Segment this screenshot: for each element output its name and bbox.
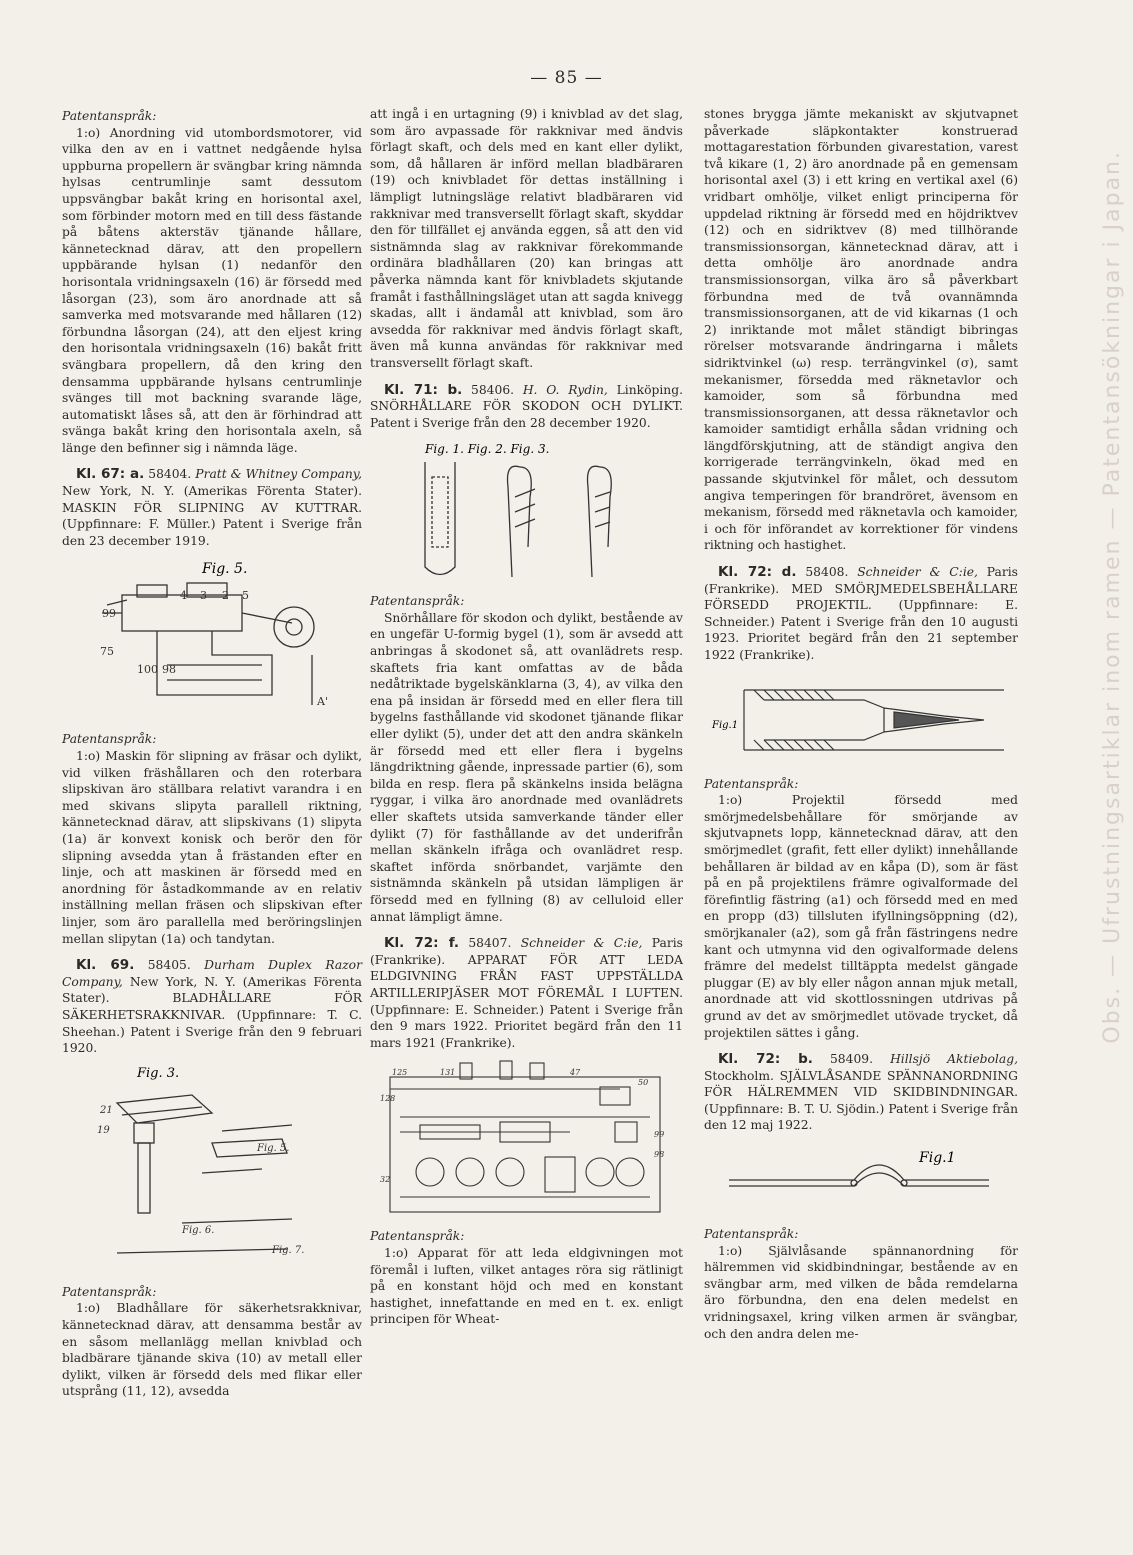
patent-entry-heading (62, 466, 362, 549)
figure-razor-blade-holder (62, 1063, 362, 1278)
patent-class: Kl. 72: d. (718, 564, 797, 581)
patent-entry-heading (370, 935, 683, 1051)
svg-text:98: 98 (162, 663, 176, 677)
claim-text: 1:o) Apparat för att leda eldgivningen mot föremål i luften, vilket antages röra sig rätlinigt på en konstant höjd och med en konstant hastighet, innefattande en med en t. ex. enligt principen för Wheat- (370, 1245, 683, 1327)
patent-applicant: Pratt & Whitney Company, (195, 467, 363, 482)
claim-text: att ingå i en urtagning (9) i knivblad av det slag, som äro avpassade för rakknivar med ändvis förlagt skaft, och dels med en kant eller dylikt, som, då hållaren är införd mellan bladbäraren (19) och knivbladet för dettas inställning i lämpligt lutningsläge relativt bladbäraren vid rakknivar med transversellt förlagt skaft, skyddar den för tillfället ej använda eggen, så att den vid sistnämnda slag av rakknivar förekommande ordinära bladhållaren (20) kan bringas att påverka nämnda kant för knivbladets skjutande framåt i fasthållningsläget utan att sagda knivegg skadas, allt i ändamål att knivblad, som äro avsedda för rakknivar med ändvis förlagt skaft, även må kunna användas för rakknivar med transversellt förlagt skaft. (370, 107, 683, 370)
claim-text: 1:o) Projektil försedd med smörjmedelsbehållare för smörjande av skjutvapnets lopp, kännetecknad därav, att den smörjmedlet (grafit, fett eller dylikt) innehållande behållaren är bildad av en kåpa (D), som är fäst på en på projektilens främre ogivalformade del förefintlig fästring (a1) och försedd med en med en propp (d3) tillsluten ifyllningsöppning (d2), smörjkanaler (a2), som gå från fästringens nedre kant och utmynna vid den ogivalformade delens främre del medelst tilltäppta medelst gängade pluggar (E) av bly eller någon annan mjuk metall, anordnade att vid skottlossningen utdrivas på grund av det av smörjmedlet utövade trycket, då projektilen sättes i gång. (704, 793, 1018, 1040)
column-3 (704, 106, 1018, 1342)
patent-number: 58405. (147, 958, 191, 973)
svg-text:50: 50 (638, 1078, 649, 1088)
claim-text: 1:o) Maskin för slipning av fräsar och dylikt, vid vilken fräshållaren och den roterbara slipskivan äro ställbara relativt varandra i en med skivans slipyta parallell riktning, kännetecknad därav, att slipskivans (1) slipyta (1a) är konvext konisk och berör den för slipning avsedda ytan å frästanden efter en linje, och att maskinen är försedd med en anordning för åstadkommande av en relativ inställning mellan fräsen och slipskivan efter linjer, som äro parallella med beröringslinjen mellan slipytan (1a) och tandytan. (62, 749, 362, 946)
svg-text:A': A' (317, 695, 328, 709)
patent-applicant: Schneider & C:ie, (857, 565, 978, 580)
svg-text:75: 75 (100, 645, 114, 659)
patent-entry-heading (62, 957, 362, 1057)
patent-class: Kl. 72: f. (384, 935, 459, 952)
figure-caption: Fig.1 (712, 719, 739, 731)
patent-class: Kl. 67: a. (76, 466, 145, 483)
patent-class: Kl. 72: b. (718, 1051, 813, 1068)
svg-text:131: 131 (440, 1068, 456, 1078)
claim-text: stones brygga jämte mekaniskt av skjutvapnet påverkade släpkontakter konstruerad mottagarestation förbunden givarestation, varest två kikare (1, 2) äro anordnade på en gemensam horisontal axel (3) i ett kring en vertikal axel (6) vridbart omhölje, vilket enligt principerna för uppdelad riktning är försedd med en höjdriktvev (12) och en sidriktvev (8) med tillhörande transmissionsorgan, kännetecknad därav, att i detta omhölje äro anordnade andra transmissionsorgan, vilka äro så påverkbart förbundna med de två ovannämnda transmissionsorganen, att de vid kikarnas (1 och 2) inriktande mot målet ständigt bibringas rörelser motsvarande ändringarna i målets sidriktvinkel (ω) resp. terrängvinkel (σ), samt mekanismer, försedda med räknetavlor och kamoider, som så förbundna med transmissionsorganen, att dessa räknetavlor och kamoider samtidigt erhålla sådan vridning och längdförskjutning, att de ständigt angiva den korrigerade terrängvinkeln, ökad med en passande skjutvinkel för målet, och dessutom angiva temperingen för brandröret, ävensom en mekanism, försedd med räknetavla och kamoider, i och för införandet av korrektioner för vindens riktning och hastighet. (704, 107, 1018, 553)
figure-caption: Fig.1 (919, 1150, 956, 1167)
column-2 (370, 106, 683, 1328)
side-bleed-through-text: Obs. — Ufrustningsartiklar inom ramen — Patentansökningar i Japan. (1100, 150, 1125, 1044)
figure-shoelace-holder (370, 437, 683, 587)
patent-applicant: Hillsjö Aktiebolag, (890, 1052, 1018, 1067)
claim-text: 1:o) Bladhållare för säkerhetsrakknivar, kännetecknad därav, att densamma består av en såsom mellanlägg mellan knivblad och bladbärare tjänande skiva (10) av metall eller dylikt, vilken är försedd dels med flikar eller utsprång (11, 12), avsedda (62, 1301, 362, 1399)
svg-text:Fig. 7.: Fig. 7. (272, 1244, 305, 1256)
claim-label: Patentanspråk: (62, 109, 157, 123)
column-1 (62, 108, 362, 1400)
patent-details: Paris (Frankrike). APPARAT FÖR ATT LEDA ELDGIVNING FRÅN FAST UPPSTÄLLDA ARTILLERIPJÄSER MOT FÖREMÅL I LUFTEN. (Uppfinnare: E. Schneider.) Patent i Sverige från den 9 mars 1922. Prioritet begärd från den 11 mars 1921 (Frankrike). (370, 936, 683, 1050)
figure-caption: Fig. 5. (202, 561, 248, 578)
claim-label: Patentanspråk: (370, 1229, 465, 1244)
patent-class: Kl. 69. (76, 957, 135, 974)
patent-class: Kl. 71: b. (384, 381, 463, 398)
patent-details: Linköping. SNÖRHÅLLARE FÖR SKODON OCH DYLIKT. Patent i Sverige från den 28 december 1920. (370, 382, 683, 430)
svg-text:Fig. 5.: Fig. 5. (257, 1142, 290, 1154)
patent-details: Stockholm. SJÄLVLÅSANDE SPÄNNANORDNING FÖR HÄLREMMEN VID SKIDBINDNINGAR. (Uppfinnare: B. T. U. Sjödin.) Patent i Sverige från den 12 maj 1922. (704, 1068, 1018, 1133)
figure-projectile (704, 670, 1018, 770)
svg-text:21: 21 (100, 1104, 113, 1116)
patent-details: New York, N. Y. (Amerikas Förenta Stater). MASKIN FÖR SLIPNING AV KUTTRAR. (Uppfinnare: F. Müller.) Patent i Sverige från den 23 december 1919. (62, 484, 362, 548)
svg-text:2: 2 (222, 589, 229, 603)
figure-ski-binding-strap (704, 1140, 1018, 1220)
claim-label: Patentanspråk: (704, 1227, 799, 1242)
figure-artillery-circuit-diagram (370, 1057, 683, 1222)
patent-details: New York, N. Y. (Amerikas Förenta Stater). BLADHÅLLARE FÖR SÄKERHETSRAKKNIVAR. (Uppfinnare: T. C. Sheehan.) Patent i Sverige från den 9 februari 1920. (62, 974, 362, 1056)
claim-label: Patentanspråk: (370, 594, 465, 609)
claim-text: Snörhållare för skodon och dylikt, bestående av en ungefär U-formig bygel (1), som är avsedd att anbringas å skodonet så, att ovanlädrets resp. skaftets fria kant omfattas av de båda nedåtriktade bygelskänklarna (3, 4), av vilka den ena på insidan är försedd med en eller flera till bygelns fasthållande vid skodonet tjänande flikar eller dylikt (5), under det att den andra skänkeln är försedd med ett eller flera i bygelns längdriktning gående, inpressade partier (6), som bilda en resp. flera på skänkelns insida belägna ryggar, i vilka äro anordnade med ovanlädrets eller skaftets utsida samverkande tänder eller dylikt (7) för fasthållande av det underifrån mellan skänkeln ifråga och ovanlädret resp. skaftet införda snörbandet, varjämte den sistnämnda skänkeln på utsidan lämpligen är försedd med en fyllning (8) av celluloid eller annat lämpligt ämne. (370, 610, 683, 924)
patent-applicant: H. O. Rydin, (522, 382, 608, 397)
svg-text:Fig. 6.: Fig. 6. (182, 1224, 215, 1236)
patent-applicant: Schneider & C:ie, (520, 936, 643, 951)
svg-text:128: 128 (380, 1094, 396, 1104)
figure-grinding-machine (62, 555, 362, 725)
svg-text:47: 47 (570, 1068, 581, 1078)
claim-label: Patentanspråk: (62, 1284, 157, 1299)
figure-caption: Fig. 3. (137, 1065, 180, 1081)
svg-text:3: 3 (200, 589, 207, 603)
patent-number: 58409. (829, 1052, 873, 1067)
svg-text:100: 100 (137, 663, 158, 677)
svg-text:99: 99 (654, 1130, 665, 1140)
patent-entry-heading (370, 382, 683, 432)
claim-text: 1:o) Självlåsande spännanordning för hälremmen vid skidbindningar, bestående av en svängbar arm, med vilken de båda remdelarna äro förbundna, den ena delen medelst en vridningsaxel, kring vilken armen är svängbar, och den andra delen me- (704, 1243, 1018, 1341)
svg-text:32: 32 (380, 1175, 391, 1185)
patent-entry-heading (704, 564, 1018, 664)
svg-text:4: 4 (180, 589, 187, 603)
figure-caption: Fig. 1. Fig. 2. Fig. 3. (425, 442, 550, 457)
svg-text:19: 19 (97, 1124, 110, 1136)
patent-number: 58406. (471, 382, 515, 397)
patent-details: Paris (Frankrike). MED SMÖRJMEDELSBEHÅLLARE FÖRSEDD PROJEKTIL. (Uppfinnare: E. Schneider.) Patent i Sverige från den 10 augusti 1923. Prioritet begärd från den 21 september 1922 (Frankrike). (704, 565, 1018, 662)
page-number: — 85 — (530, 68, 603, 88)
patent-applicant: Durham Duplex Razor Company, (62, 958, 362, 989)
svg-text:5: 5 (242, 589, 249, 603)
patent-number: 58408. (805, 565, 849, 580)
claim-label: Patentanspråk: (62, 732, 157, 747)
svg-text:98: 98 (654, 1150, 665, 1160)
claim-label: Patentanspråk: (704, 776, 799, 791)
patent-number: 58404. (148, 467, 192, 482)
patent-number: 58407. (468, 936, 512, 951)
claim-text: 1:o) Anordning vid utombordsmotorer, vid vilka den av en i vattnet nedgående hylsa uppburna propellern är svängbar kring nämnda hylsas centrumlinje samt dessutom uppsvängbar bakåt kring en horisontal axel, som förbinder motorn med en till dess fästande på båtens akterstäv tjänande hållare, kännetecknad därav, att den propellern uppbärande hylsan (1) nedanför den horisontala vridningsaxeln (16) är försedd med låsorgan (23), som äro anordnade att så samverka med motsvarande med hållaren (12) förbundna låsorgan (24), att den eljest kring den horisontala vridningsaxeln (16) bakåt fritt svängbara propellern, då den kring den densamma uppbärande hylsans centrumlinje svänges till mot backning svarande läge, automatiskt låses så, att den är förhindrad att svänga bakåt kring den horisontala axeln, så länge den befinner sig i nämnda läge. (62, 125, 362, 455)
patent-entry-heading (704, 1051, 1018, 1134)
svg-text:99: 99 (102, 607, 116, 621)
svg-text:125: 125 (392, 1068, 408, 1078)
